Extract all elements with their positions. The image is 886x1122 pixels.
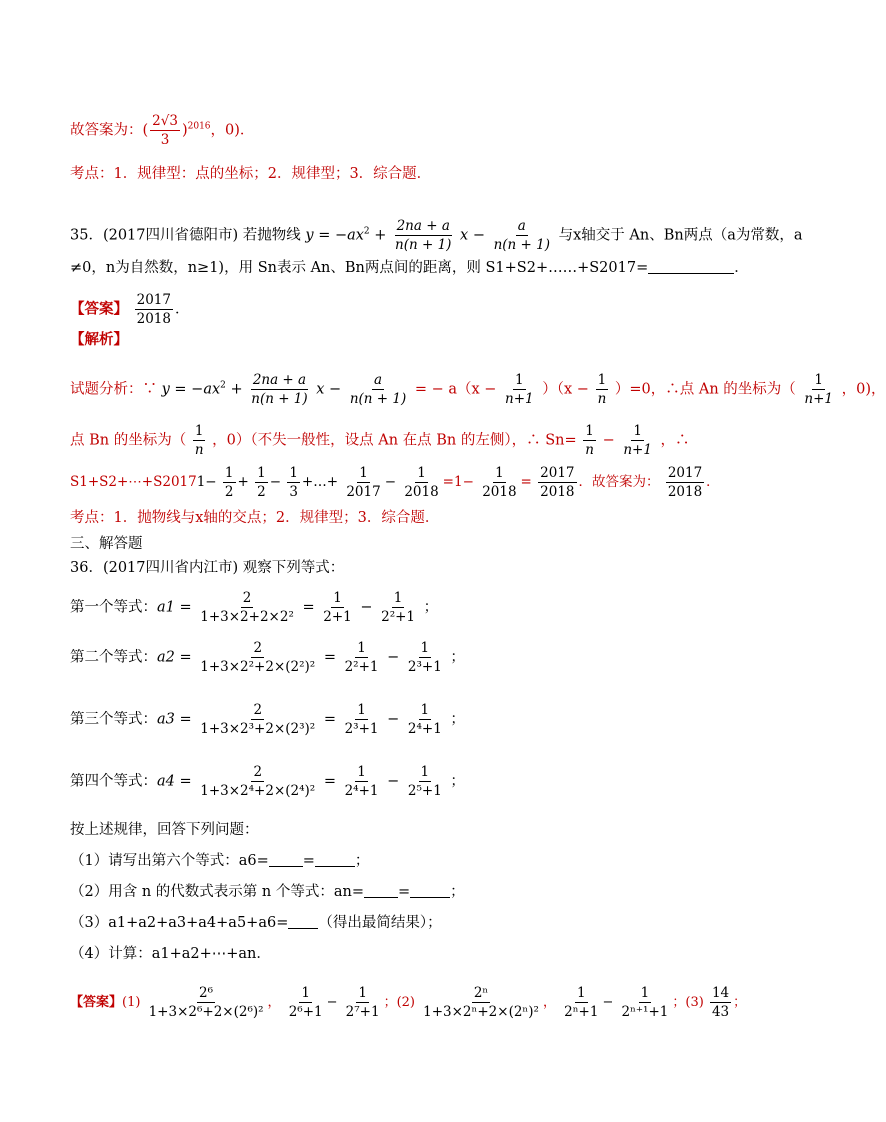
fraction: $\frac{1}{2}$	[257, 465, 266, 500]
kaodian-1: 考点：1．规律型：点的坐标；2．规律型；3．综合题．	[70, 166, 432, 182]
jiexi-label: 【解析】	[70, 331, 128, 348]
fraction: $\frac{\text{2ⁿ}}{\text{1+3×2ⁿ+2×(2ⁿ)²}}$	[423, 985, 539, 1020]
fraction: $\frac{1}{n}$	[585, 423, 594, 458]
answer-blank	[364, 883, 398, 898]
fraction: $\frac{2017}{2018}$	[136, 292, 171, 327]
fraction: $\frac{a}{n(n + 1)}$	[349, 372, 407, 407]
q35-line1: 35．(2017四川省德阳市) 若抛物线 $y = -ax^2$ + $\frac{2na + a}{n(n + 1)}$ x − $\frac{a}{n(n + 1)}$ 与x轴交于 An、Bn两点（a为常数，a	[70, 218, 803, 253]
fraction: $\frac{1}{\text{2ⁿ⁺¹+1}}$	[621, 985, 669, 1020]
fraction: $\frac{1}{\text{2⁴+1}}$	[407, 702, 442, 737]
equation-4: 第四个等式：a4 = $\frac{2}{\text{1+3×2⁴+2×(2⁴)²}}$ = $\frac{1}{\text{2⁴+1}}$ − $\frac{1}{\text{2⁵+1}}$ ；	[70, 764, 465, 799]
solution-line3: S1+S2+⋯+S20171− $\frac{1}{2}$ + $\frac{1}{2}$ − $\frac{1}{3}$ +…+ $\frac{1}{2017}$ − $\frac{1}{2018}$ =1− $\frac{1}{2018}$ = $\frac{2017}{2018}$ ．故答案为： $\frac{2017}{2018}$ ．	[70, 465, 720, 500]
fraction: $\frac{2}{\text{1+3×2³+2×(2³)²}}$	[200, 702, 316, 737]
fraction: $\frac{2na + a}{n(n + 1)}$	[395, 218, 452, 253]
question-part-3: （3）a1+a2+a3+a4+a5+a6= （得出最简结果）；	[70, 915, 442, 931]
solution-line1: 试题分析：∵ $y = -ax^2$ + $\frac{2na + a}{n(n + 1)}$ x − $\frac{a}{n(n + 1)}$ = − a（x − $\frac{1}{n+1}$ ）（x − $\frac{1}{n}$ ）=0，∴点 An 的坐标为（ $\frac{1}{n+1}$ ，0)，	[70, 372, 886, 407]
fraction: $\frac{1}{2017}$	[346, 465, 381, 500]
question-part-4: （4）计算：a1+a2+⋯+an．	[70, 946, 271, 962]
fraction: $\frac{1}{n+1}$	[804, 372, 833, 407]
fraction: $\frac{1}{2018}$	[482, 465, 517, 500]
equation-2: 第二个等式：a2 = $\frac{2}{\text{1+3×2²+2×(2²)²}}$ = $\frac{1}{\text{2²+1}}$ − $\frac{1}{\text{2³+1}}$ ；	[70, 640, 465, 675]
answer-blank	[288, 914, 318, 929]
prev-answer: 故答案为：( $\frac{2√3}{3}$ )$^{2016}$，0)．	[70, 113, 255, 148]
q35-line2: ≠0，n为自然数，n≥1)，用 Sn表示 An、Bn两点间的距离，则 S1+S2+……+S2017= ．	[70, 260, 749, 276]
fraction: $\frac{1}{\text{2³+1}}$	[344, 702, 379, 737]
fraction: $\frac{1}{\text{2⁴+1}}$	[344, 764, 379, 799]
fraction: $\frac{\text{2⁶}}{\text{1+3×2⁶+2×(2⁶)²}}$	[148, 985, 264, 1020]
answer-blank	[269, 852, 303, 867]
answer-blank	[410, 883, 450, 898]
fraction: $\frac{1}{n+1}$	[623, 423, 652, 458]
fraction: $\frac{2√3}{3}$	[152, 113, 178, 148]
fraction: $\frac{1}{2}$	[224, 465, 234, 500]
equation-1: 第一个等式：a1 = $\frac{2}{\text{1+3×2+2×2²}}$ = $\frac{1}{2+1}$ − $\frac{1}{\text{2²+1}}$ ；	[70, 590, 439, 625]
fraction: $\frac{1}{3}$	[289, 465, 298, 500]
solution-line2: 点 Bn 的坐标为（ $\frac{1}{n}$ ，0）（不失一般性，设点 An 在点 Bn 的左侧），∴ Sn= $\frac{1}{n}$ − $\frac{1}{n+1}$ ，∴	[70, 423, 690, 458]
fraction: $\frac{1}{n}$	[597, 372, 607, 407]
fraction: $\frac{1}{\text{2⁵+1}}$	[407, 764, 442, 799]
fraction: $\frac{1}{\text{2⁷+1}}$	[345, 985, 380, 1020]
fraction: $\frac{a}{n(n + 1)}$	[493, 218, 550, 253]
answer-blank	[315, 852, 355, 867]
question-part-1: （1）请写出第六个等式：a6= = ；	[70, 853, 370, 869]
fraction: $\frac{1}{\text{2²+1}}$	[381, 590, 416, 625]
fraction: $\frac{1}{2018}$	[404, 465, 439, 500]
fraction: $\frac{1}{n}$	[194, 423, 204, 458]
fraction: $\frac{14}{43}$	[711, 985, 730, 1020]
kaodian-2: 考点：1．抛物线与x轴的交点；2．规律型；3．综合题．	[70, 510, 440, 526]
fraction: $\frac{1}{n+1}$	[505, 372, 534, 407]
question-part-2: （2）用含 n 的代数式表示第 n 个等式：an= = ；	[70, 884, 465, 900]
answer-blank	[648, 259, 734, 274]
fraction: $\frac{1}{\text{2³+1}}$	[407, 640, 442, 675]
fraction: $\frac{2}{\text{1+3×2+2×2²}}$	[200, 590, 294, 625]
equation-3: 第三个等式：a3 = $\frac{2}{\text{1+3×2³+2×(2³)²}}$ = $\frac{1}{\text{2³+1}}$ − $\frac{1}{\text{2⁴+1}}$ ；	[70, 702, 465, 737]
q36-head: 36．(2017四川省内江市) 观察下列等式：	[70, 560, 345, 576]
rule-intro: 按上述规律，回答下列问题：	[70, 822, 259, 838]
fraction: $\frac{1}{\text{2ⁿ+1}}$	[564, 985, 599, 1020]
fraction: $\frac{2}{\text{1+3×2²+2×(2²)²}}$	[200, 640, 316, 675]
fraction: $\frac{1}{\text{2⁶+1}}$	[288, 985, 323, 1020]
section-title: 三、解答题	[70, 536, 143, 552]
fraction: $\frac{2na + a}{n(n + 1)}$	[251, 372, 308, 407]
q35-answer: 【答案】 $\frac{2017}{2018}$ ．	[70, 292, 190, 327]
fraction: $\frac{2}{\text{1+3×2⁴+2×(2⁴)²}}$	[200, 764, 316, 799]
fraction: $\frac{1}{2+1}$	[323, 590, 352, 625]
fraction: $\frac{1}{\text{2²+1}}$	[344, 640, 379, 675]
fraction: $\frac{2017}{2018}$	[667, 465, 703, 500]
q36-answer: 【答案】(1) $\frac{\text{2⁶}}{\text{1+3×2⁶+2×(2⁶)²}}$ ， $\frac{1}{\text{2⁶+1}}$ − $\frac{1}{\text{2⁷+1}}$ ；(2) $\frac{\text{2ⁿ}}{\text{1+3×2ⁿ+2×(2ⁿ)²}}$ ， $\frac{1}{\text{2ⁿ+1}}$ − $\frac{1}{\text{2ⁿ⁺¹+1}}$ ；(3) $\frac{14}{43}$ ；	[70, 985, 747, 1020]
fraction: $\frac{2017}{2018}$	[540, 465, 575, 500]
